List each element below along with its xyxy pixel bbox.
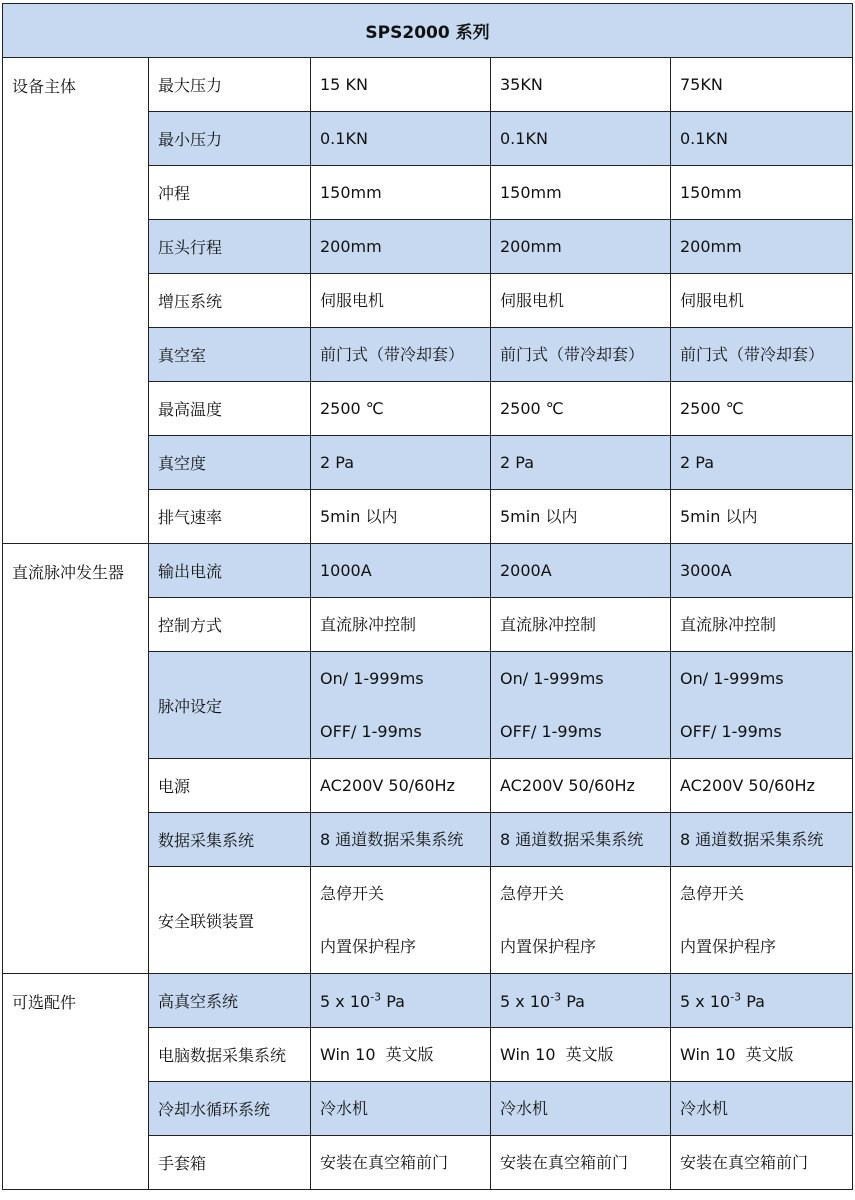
vacuum-exponent: -3 [550,990,562,1004]
value-line: On/ 1-999ms [680,669,784,688]
value-cell [671,490,853,544]
value-cell [491,1136,671,1190]
value-line: 内置保护程序 [500,937,597,956]
value-line: On/ 1-999ms [500,669,604,688]
value-cell [671,166,853,220]
value-line: 35KN [500,75,543,94]
vacuum-value [680,992,765,1011]
value-line: 8 通道数据采集系统 [500,830,644,849]
value-cell [491,490,671,544]
value-line: Win 10 英文版 [680,1045,794,1064]
row-label: 真空度 [149,436,311,490]
row-label: 最小压力 [149,112,311,166]
value-cell [491,544,671,598]
value-cell [311,1136,491,1190]
value-cell [491,1082,671,1136]
vacuum-unit: Pa [381,991,405,1011]
value-line: 急停开关 [680,884,745,903]
value-line: 2000A [500,561,552,580]
row-label: 压头行程 [149,220,311,274]
value-cell [671,1136,853,1190]
value-line: 冷水机 [500,1099,549,1118]
table-title: SPS2000 系列 [3,4,853,58]
value-cell [311,166,491,220]
value-line: On/ 1-999ms [320,669,424,688]
value-cell [311,328,491,382]
spec-body [3,58,853,1190]
value-line: 直流脉冲控制 [500,615,597,634]
vacuum-exponent: -3 [730,990,742,1004]
value-line: 150mm [500,183,562,202]
value-cell [491,112,671,166]
value-cell [311,112,491,166]
value-cell [671,974,853,1028]
value-line: 2500 ℃ [680,399,744,418]
vacuum-value [320,992,405,1011]
value-cell [671,1082,853,1136]
value-cell [311,1028,491,1082]
value-cell [491,328,671,382]
value-line: OFF/ 1-99ms [680,722,782,741]
vacuum-value [500,992,585,1011]
row-label: 冷却水循环系统 [149,1082,311,1136]
row-label: 控制方式 [149,598,311,652]
value-line: 安装在真空箱前门 [320,1153,449,1172]
value-cell [671,813,853,867]
value-line: 0.1KN [320,129,368,148]
value-line: 直流脉冲控制 [680,615,777,634]
value-line: AC200V 50/60Hz [320,776,455,795]
value-line: 2500 ℃ [500,399,564,418]
value-line: 15 KN [320,75,368,94]
value-cell [311,652,491,759]
value-line: AC200V 50/60Hz [500,776,635,795]
value-cell [491,867,671,974]
value-line: 直流脉冲控制 [320,615,417,634]
row-label: 输出电流 [149,544,311,598]
value-cell [671,436,853,490]
value-cell [671,382,853,436]
vacuum-base: 5 x 10 [680,991,731,1011]
value-line: 75KN [680,75,723,94]
value-cell [671,598,853,652]
value-cell [671,652,853,759]
value-line: 冷水机 [320,1099,369,1118]
vacuum-base: 5 x 10 [500,991,551,1011]
value-line: 2 Pa [680,453,714,472]
value-cell [311,382,491,436]
value-line: 8 通道数据采集系统 [680,830,824,849]
row-label: 数据采集系统 [149,813,311,867]
value-cell [671,220,853,274]
value-line: 伺服电机 [680,291,745,310]
table-row [3,58,853,112]
value-line: 2 Pa [320,453,354,472]
spec-table [2,3,853,1190]
value-line: OFF/ 1-99ms [320,722,422,741]
value-line: 0.1KN [500,129,548,148]
group-label: 设备主体 [3,58,149,544]
value-line: 伺服电机 [320,291,385,310]
value-line: 前门式（带冷却套） [500,345,645,364]
value-cell [671,759,853,813]
value-cell [491,58,671,112]
row-label: 冲程 [149,166,311,220]
value-line: 内置保护程序 [320,937,417,956]
row-label: 增压系统 [149,274,311,328]
value-line: 150mm [320,183,382,202]
value-line: 2500 ℃ [320,399,384,418]
value-cell [491,382,671,436]
title-row [3,4,853,58]
value-line: 急停开关 [320,884,385,903]
value-line: 150mm [680,183,742,202]
vacuum-unit: Pa [741,991,765,1011]
value-cell [491,220,671,274]
value-line: 前门式（带冷却套） [680,345,825,364]
value-cell [311,1082,491,1136]
value-cell [491,652,671,759]
value-line: Win 10 英文版 [320,1045,434,1064]
value-line: 5min 以内 [500,507,578,526]
value-cell [311,274,491,328]
row-label: 电脑数据采集系统 [149,1028,311,1082]
value-cell [491,1028,671,1082]
value-line: Win 10 英文版 [500,1045,614,1064]
value-cell [671,58,853,112]
value-cell [671,328,853,382]
value-cell [671,1028,853,1082]
value-cell [671,867,853,974]
value-cell [491,759,671,813]
value-cell [311,544,491,598]
row-label: 高真空系统 [149,974,311,1028]
value-line: 5min 以内 [320,507,398,526]
row-label: 最高温度 [149,382,311,436]
value-line: 0.1KN [680,129,728,148]
value-cell [311,58,491,112]
value-cell [491,974,671,1028]
value-cell [311,220,491,274]
vacuum-unit: Pa [561,991,585,1011]
value-cell [311,759,491,813]
table-row [3,974,853,1028]
value-line: 内置保护程序 [680,937,777,956]
value-cell [671,112,853,166]
value-cell [671,274,853,328]
value-line: 冷水机 [680,1099,729,1118]
value-cell [491,166,671,220]
table-row [3,544,853,598]
value-cell [491,598,671,652]
value-line: 200mm [320,237,382,256]
vacuum-base: 5 x 10 [320,991,371,1011]
row-label: 电源 [149,759,311,813]
value-line: 200mm [680,237,742,256]
value-cell [311,867,491,974]
group-label: 可选配件 [3,974,149,1190]
value-cell [311,436,491,490]
row-label: 手套箱 [149,1136,311,1190]
value-line: 8 通道数据采集系统 [320,830,464,849]
value-cell [311,490,491,544]
value-line: 200mm [500,237,562,256]
value-cell [491,274,671,328]
value-cell [311,598,491,652]
vacuum-exponent: -3 [370,990,382,1004]
group-label: 直流脉冲发生器 [3,544,149,974]
row-label: 真空室 [149,328,311,382]
value-line: AC200V 50/60Hz [680,776,815,795]
value-cell [671,544,853,598]
value-cell [491,436,671,490]
row-label: 脉冲设定 [149,652,311,759]
value-line: 前门式（带冷却套） [320,345,465,364]
value-line: OFF/ 1-99ms [500,722,602,741]
value-line: 2 Pa [500,453,534,472]
value-cell [491,813,671,867]
value-line: 急停开关 [500,884,565,903]
row-label: 排气速率 [149,490,311,544]
value-line: 1000A [320,561,372,580]
value-cell [311,813,491,867]
value-cell [311,974,491,1028]
value-line: 安装在真空箱前门 [680,1153,809,1172]
value-line: 3000A [680,561,732,580]
row-label: 最大压力 [149,58,311,112]
row-label: 安全联锁装置 [149,867,311,974]
value-line: 5min 以内 [680,507,758,526]
value-line: 安装在真空箱前门 [500,1153,629,1172]
value-line: 伺服电机 [500,291,565,310]
